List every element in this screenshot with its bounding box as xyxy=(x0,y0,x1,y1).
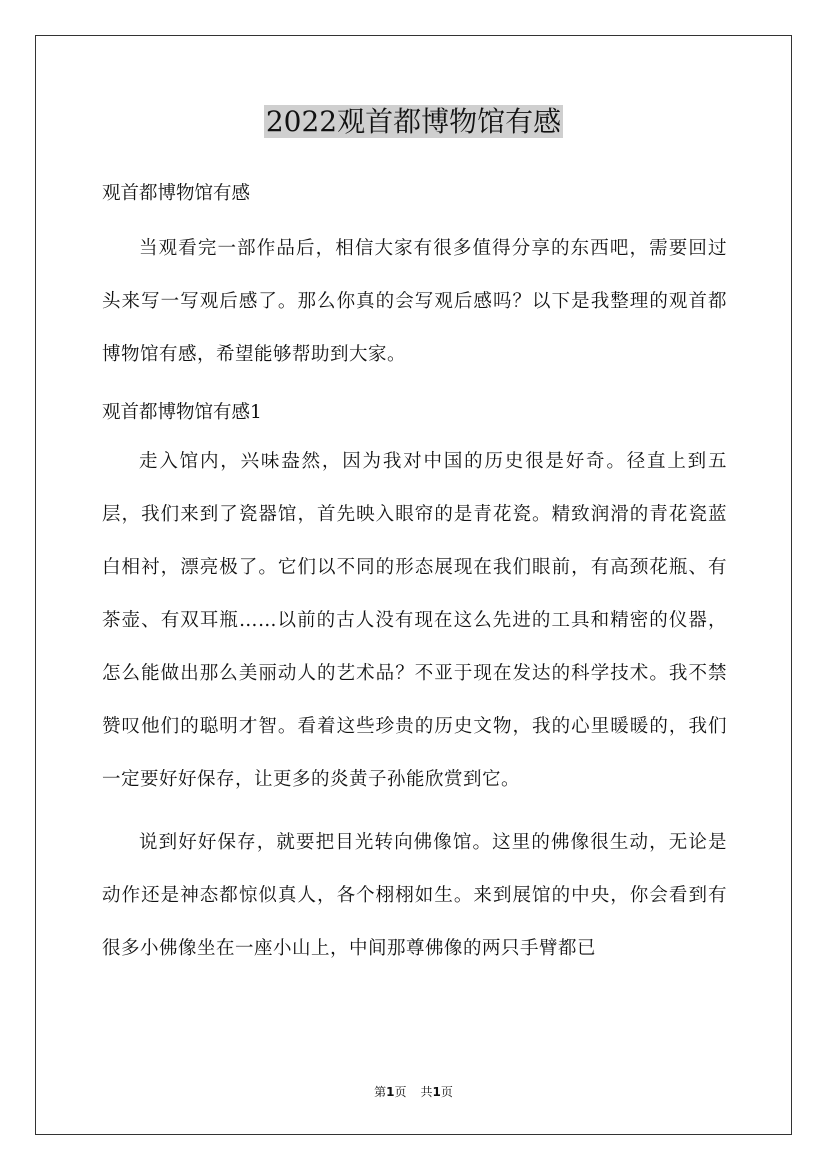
document-title xyxy=(0,102,827,142)
body-paragraph-2: 说到好好保存，就要把目光转向佛像馆。这里的佛像很生动，无论是动作还是神态都惊似真人，各个栩栩如生。来到展馆的中央，你会看到有很多小佛像坐在一座小山上，中间那尊佛像的两只手臂都已 xyxy=(102,832,727,959)
total-prefix: 共 xyxy=(420,1085,433,1099)
total-suffix: 页 xyxy=(440,1085,453,1099)
page-current: 1 xyxy=(386,1085,395,1099)
document-body xyxy=(102,172,727,985)
body-paragraph-1: 走入馆内，兴味盎然，因为我对中国的历史很是好奇。径直上到五层，我们来到了瓷器馆，首先映入眼帘的是青花瓷。精致润滑的青花瓷蓝白相衬，漂亮极了。它们以不同的形态展现在我们眼前，有高颈花瓶、有茶壶、有双耳瓶……以前的古人没有现在这么先进的工具和精密的仪器，怎么能做出那么美丽动人的艺术品？不亚于现在发达的科学技术。我不禁赞叹他们的聪明才智。看着这些珍贵的历史文物，我的心里暖暖的，我们一定要好好保存，让更多的炎黄子孙能欣赏到它。 xyxy=(102,451,727,790)
page-prefix: 第 xyxy=(374,1085,387,1099)
section-heading: 观首都博物馆有感1 xyxy=(102,402,262,423)
page-total: 1 xyxy=(432,1085,441,1099)
document-title-text: 2022观首都博物馆有感 xyxy=(265,105,562,138)
page-suffix: 页 xyxy=(394,1085,407,1099)
intro-paragraph: 当观看完一部作品后，相信大家有很多值得分享的东西吧，需要回过头来写一写观后感了。那么你真的会写观后感吗？以下是我整理的观首都博物馆有感，希望能够帮助到大家。 xyxy=(102,238,727,365)
document-subtitle: 观首都博物馆有感 xyxy=(102,183,251,204)
page-footer xyxy=(0,1083,827,1100)
